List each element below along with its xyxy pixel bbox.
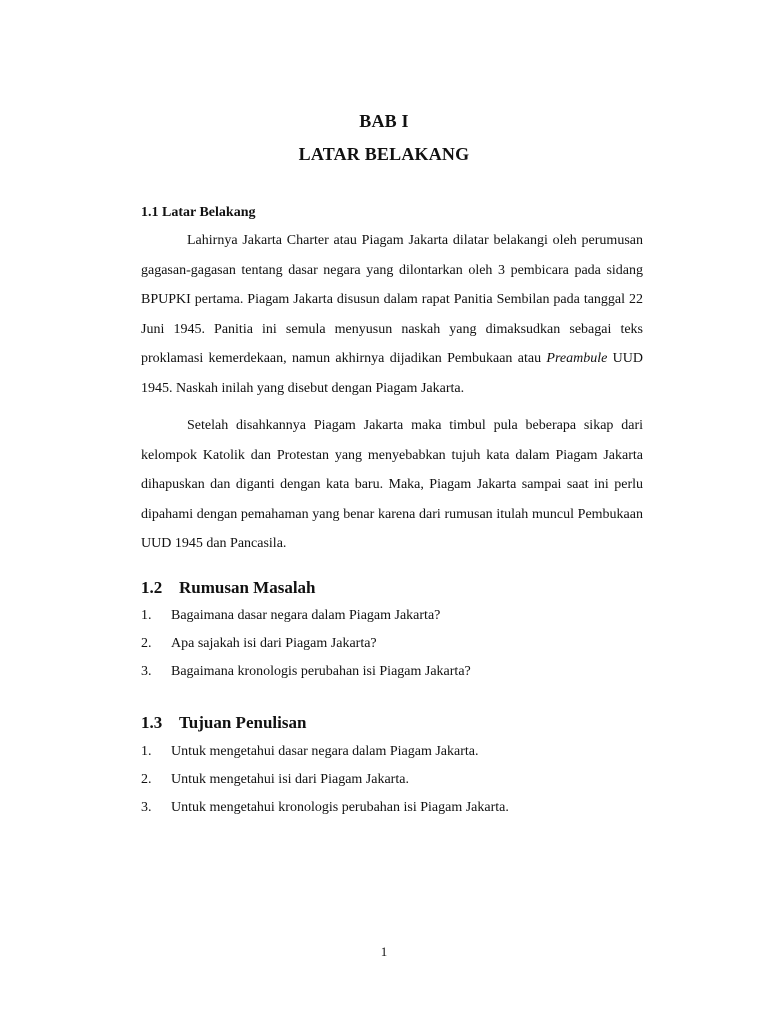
list-item (141, 738, 509, 766)
list-item (141, 602, 471, 630)
list-item (141, 658, 471, 686)
tujuan-penulisan-list (141, 738, 509, 822)
section-heading-latar-belakang: 1.1 Latar Belakang (141, 205, 256, 220)
list-text: Bagaimana dasar negara dalam Piagam Jakarta? (171, 608, 441, 623)
paragraph-text: Lahirnya Jakarta Charter atau Piagam Jakarta dilatar belakangi oleh perumusan gagasan-gagasan tentang dasar negara yang dilontarkan oleh 3 pembicara pada sidang BPUPKI pertama. Piagam Jakarta disusun dalam rapat Panitia Sembilan pada tanggal 22 Juni 1945. Panitia ini semula menyusun naskah yang dimaksudkan sebagai teks proklamasi kemerdekaan, namun akhirnya dijadikan Pembukaan atau (141, 233, 643, 366)
list-item (141, 794, 509, 822)
section-heading-rumusan-masalah (141, 578, 316, 598)
italic-term: Preambule (546, 351, 608, 366)
paragraph-text: Setelah disahkannya Piagam Jakarta maka timbul pula beberapa sikap dari kelompok Katolik dan Protestan yang menyebabkan tujuh kata dalam Piagam Jakarta dihapuskan dan diganti dengan kata baru. Maka, Piagam Jakarta sampai saat ini perlu dipahami dengan pemahaman yang benar karena dari rumusan itulah muncul Pembukaan UUD 1945 dan Pancasila. (141, 418, 643, 551)
rumusan-masalah-list (141, 602, 471, 686)
list-item (141, 630, 471, 658)
list-text: Untuk mengetahui dasar negara dalam Piagam Jakarta. (171, 744, 479, 759)
chapter-title: LATAR BELAKANG (298, 144, 470, 164)
paragraph-text: UUD 1945. Naskah inilah yang disebut dengan Piagam Jakarta. (141, 351, 643, 396)
paragraph-latar-belakang-2 (141, 411, 643, 559)
list-number: 3. (141, 664, 152, 679)
paragraph-latar-belakang-1 (141, 226, 643, 403)
list-text: Untuk mengetahui isi dari Piagam Jakarta. (171, 772, 409, 787)
list-number: 2. (141, 772, 152, 787)
list-item (141, 766, 509, 794)
page-number: 1 (380, 944, 388, 959)
section-number: 1.3 (141, 713, 163, 732)
list-text: Untuk mengetahui kronologis perubahan isi Piagam Jakarta. (171, 800, 509, 815)
list-number: 1. (141, 608, 152, 623)
list-text: Apa sajakah isi dari Piagam Jakarta? (171, 636, 377, 651)
section-title: Tujuan Penulisan (179, 713, 307, 732)
section-number: 1.2 (141, 578, 163, 597)
list-number: 1. (141, 744, 152, 759)
list-number: 3. (141, 800, 152, 815)
chapter-number: BAB I (359, 111, 409, 131)
list-text: Bagaimana kronologis perubahan isi Piagam Jakarta? (171, 664, 471, 679)
section-heading-tujuan-penulisan (141, 713, 306, 733)
section-title: Rumusan Masalah (179, 578, 316, 597)
list-number: 2. (141, 636, 152, 651)
